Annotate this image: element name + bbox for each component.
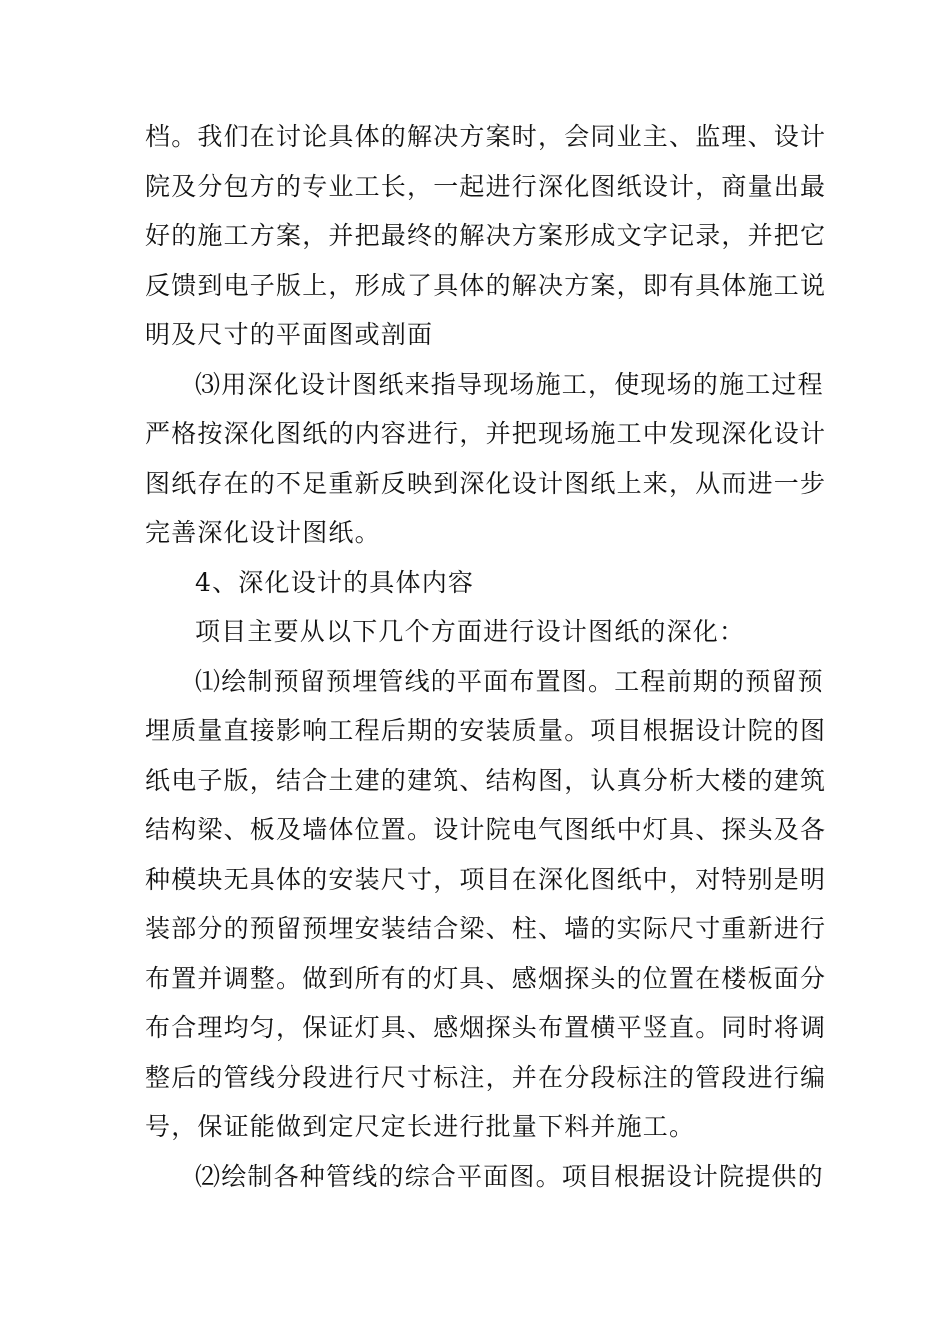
text-line: 整后的管线分段进行尺寸标注，并在分段标注的管段进行编 [145, 1062, 827, 1092]
paragraph-start-line: ⑵绘制各种管线的综合平面图。项目根据设计院提供的 [195, 1161, 824, 1191]
text-line: 装部分的预留预埋安装结合梁、柱、墙的实际尺寸重新进行 [145, 914, 827, 943]
text-line: 纸电子版，结合土建的建筑、结构图，认真分析大楼的建筑 [145, 765, 827, 795]
text-line: 布合理均匀，保证灯具、感烟探头布置横平竖直。同时将调 [145, 1013, 827, 1042]
text-line: 图纸存在的不足重新反映到深化设计图纸上来，从而进一步 [145, 468, 827, 498]
paragraph-start-line: 项目主要从以下几个方面进行设计图纸的深化： [195, 617, 746, 646]
text-line: 反馈到电子版上，形成了具体的解决方案，即有具体施工说 [145, 270, 827, 300]
text-line: 好的施工方案，并把最终的解决方案形成文字记录，并把它 [145, 221, 827, 250]
text-line: 号，保证能做到定尺定长进行批量下料并施工。 [145, 1112, 696, 1141]
section-heading: 4、深化设计的具体内容 [195, 567, 475, 597]
text-line: 档。我们在讨论具体的解决方案时，会同业主、监理、设计 [145, 122, 827, 151]
paragraph-start-line: ⑶用深化设计图纸来指导现场施工，使现场的施工过程 [195, 369, 824, 399]
text-line: 埋质量直接影响工程后期的安装质量。项目根据设计院的图 [145, 716, 827, 745]
text-line: 结构梁、板及墙体位置。设计院电气图纸中灯具、探头及各 [145, 815, 827, 844]
text-line: 明及尺寸的平面图或剖面 [145, 320, 434, 349]
document-body [145, 112, 827, 1201]
text-line: 完善深化设计图纸。 [145, 518, 381, 547]
text-line: 严格按深化图纸的内容进行，并把现场施工中发现深化设计 [145, 419, 827, 448]
text-line: 种模块无具体的安装尺寸，项目在深化图纸中，对特别是明 [145, 864, 827, 894]
text-line: 布置并调整。做到所有的灯具、感烟探头的位置在楼板面分 [145, 963, 827, 993]
paragraph-start-line: ⑴绘制预留预埋管线的平面布置图。工程前期的预留预 [195, 666, 824, 696]
text-line: 院及分包方的专业工长，一起进行深化图纸设计，商量出最 [145, 171, 827, 201]
